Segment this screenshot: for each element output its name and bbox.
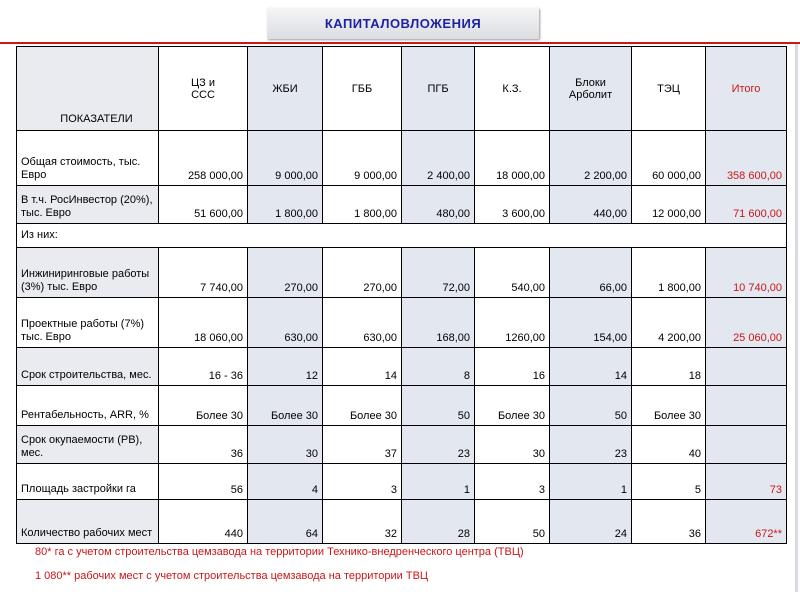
cell-total: 10 740,00 <box>706 248 787 298</box>
cell: 14 <box>323 348 402 386</box>
cell: 24 <box>550 500 632 544</box>
cell: 270,00 <box>323 248 402 298</box>
cell: 480,00 <box>402 186 475 224</box>
header-c7: ТЭЦ <box>632 47 706 131</box>
cell: 64 <box>248 500 323 544</box>
cell: 18 000,00 <box>475 131 550 186</box>
cell: 32 <box>323 500 402 544</box>
cell: 60 000,00 <box>632 131 706 186</box>
cell: 30 <box>475 426 550 464</box>
cell: 440,00 <box>550 186 632 224</box>
cell: Более 30 <box>632 386 706 426</box>
cell: Более 30 <box>159 386 248 426</box>
cell: 9 000,00 <box>248 131 323 186</box>
header-c3: ГББ <box>323 47 402 131</box>
cell: 23 <box>550 426 632 464</box>
cell: 50 <box>402 386 475 426</box>
table-row <box>17 298 787 348</box>
cell: 3 <box>323 464 402 500</box>
cell: 50 <box>550 386 632 426</box>
cell: 630,00 <box>248 298 323 348</box>
cell: 2 200,00 <box>550 131 632 186</box>
page-title: КАПИТАЛОВЛОЖЕНИЯ <box>267 8 539 39</box>
table-row <box>17 131 787 186</box>
cell: 16 <box>475 348 550 386</box>
header-c4: ПГБ <box>402 47 475 131</box>
table-row <box>17 186 787 224</box>
cell: 1 <box>550 464 632 500</box>
cell: 2 400,00 <box>402 131 475 186</box>
cell: 14 <box>550 348 632 386</box>
table-row <box>17 248 787 298</box>
table-row <box>17 426 787 464</box>
right-edge-line <box>795 44 798 592</box>
footnote-jobs: 1 080** рабочих мест с учетом строительства цемзавода на территории ТВЦ <box>35 570 429 582</box>
header-c1: ЦЗ и ССС <box>159 47 248 131</box>
cell: 8 <box>402 348 475 386</box>
cell: 3 <box>475 464 550 500</box>
cell: 540,00 <box>475 248 550 298</box>
header-divider <box>0 42 800 44</box>
row-label: Рентабельность, ARR, % <box>17 386 159 426</box>
cell: 36 <box>632 500 706 544</box>
row-label: Количество рабочих мест <box>17 500 159 544</box>
cell: 12 <box>248 348 323 386</box>
cell-total: 73 <box>706 464 787 500</box>
cell: Более 30 <box>475 386 550 426</box>
cell: 66,00 <box>550 248 632 298</box>
cell: 12 000,00 <box>632 186 706 224</box>
cell: 36 <box>159 426 248 464</box>
cell: 50 <box>475 500 550 544</box>
cell: Более 30 <box>323 386 402 426</box>
header-indicator: ПОКАЗАТЕЛИ <box>17 47 159 131</box>
cell: 258 000,00 <box>159 131 248 186</box>
cell-total: 25 060,00 <box>706 298 787 348</box>
cell: 270,00 <box>248 248 323 298</box>
cell: 18 060,00 <box>159 298 248 348</box>
cell: Более 30 <box>248 386 323 426</box>
cell: 440 <box>159 500 248 544</box>
table-row-subheading <box>17 224 787 248</box>
row-label: Из них: <box>17 224 787 248</box>
cell: 30 <box>248 426 323 464</box>
cell: 154,00 <box>550 298 632 348</box>
cell-total: 358 600,00 <box>706 131 787 186</box>
table-row <box>17 348 787 386</box>
cell: 3 600,00 <box>475 186 550 224</box>
row-label: Срок строительства, мес. <box>17 348 159 386</box>
row-label: Инжиниринговые работы (3%) тыс. Евро <box>17 248 159 298</box>
cell: 1 800,00 <box>248 186 323 224</box>
cell-total: 71 600,00 <box>706 186 787 224</box>
cell: 1 800,00 <box>323 186 402 224</box>
cell: 7 740,00 <box>159 248 248 298</box>
cell: 51 600,00 <box>159 186 248 224</box>
row-label: Проектные работы (7%) тыс. Евро <box>17 298 159 348</box>
cell: 5 <box>632 464 706 500</box>
row-label: В т.ч. РосИнвестор (20%), тыс. Евро <box>17 186 159 224</box>
capex-table <box>16 46 787 544</box>
table-row <box>17 500 787 544</box>
cell: 9 000,00 <box>323 131 402 186</box>
header-c6: Блоки Арболит <box>550 47 632 131</box>
cell: 37 <box>323 426 402 464</box>
cell: 1260,00 <box>475 298 550 348</box>
cell: 28 <box>402 500 475 544</box>
cell: 16 - 36 <box>159 348 248 386</box>
table-row <box>17 464 787 500</box>
cell: 630,00 <box>323 298 402 348</box>
table-row <box>17 386 787 426</box>
row-label: Площадь застройки га <box>17 464 159 500</box>
cell: 168,00 <box>402 298 475 348</box>
cell: 72,00 <box>402 248 475 298</box>
header-c2: ЖБИ <box>248 47 323 131</box>
cell-total <box>706 426 787 464</box>
cell: 56 <box>159 464 248 500</box>
cell-total: 672** <box>706 500 787 544</box>
cell: 40 <box>632 426 706 464</box>
cell-total <box>706 348 787 386</box>
header-c5: К.З. <box>475 47 550 131</box>
cell-total <box>706 386 787 426</box>
cell: 4 200,00 <box>632 298 706 348</box>
cell: 4 <box>248 464 323 500</box>
cell: 23 <box>402 426 475 464</box>
cell: 18 <box>632 348 706 386</box>
row-label: Общая стоимость, тыс. Евро <box>17 131 159 186</box>
footnote-area: 80* га с учетом строительства цемзавода на территории Технико-внедренческого центра (ТВЦ) <box>35 546 524 558</box>
header-total: Итого <box>706 47 787 131</box>
cell: 1 <box>402 464 475 500</box>
header-row <box>17 47 787 131</box>
cell: 1 800,00 <box>632 248 706 298</box>
row-label: Срок окупаемости (PB), мес. <box>17 426 159 464</box>
